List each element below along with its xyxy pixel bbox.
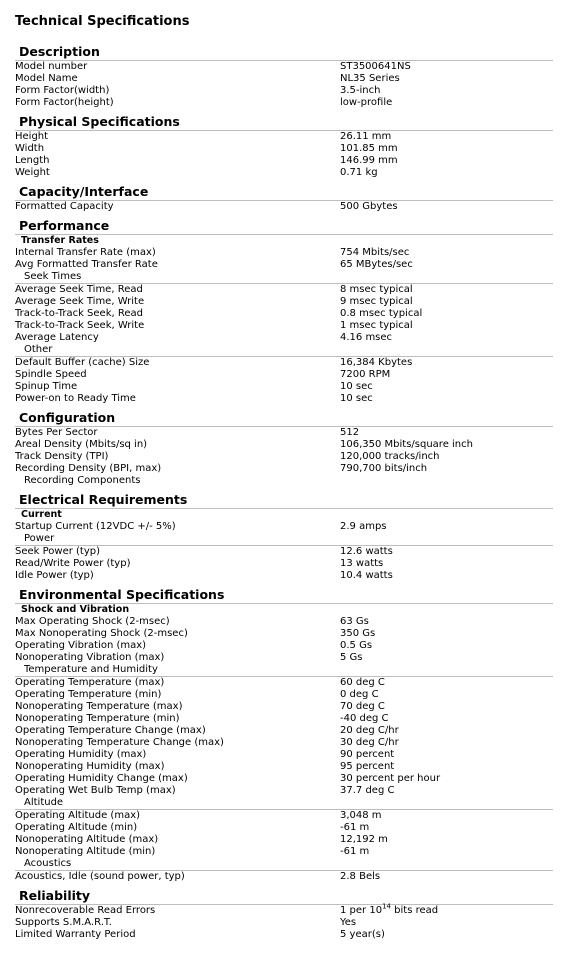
spec-value: -61 m — [340, 846, 370, 857]
spec-row — [15, 676, 553, 689]
spec-label: Form Factor(width) — [15, 85, 110, 96]
group-caption: Recording Components — [24, 475, 141, 486]
spec-section — [15, 411, 553, 487]
spec-row — [15, 834, 553, 846]
spec-row — [15, 917, 553, 929]
spec-row — [15, 201, 553, 213]
spec-value: 4.16 msec — [340, 332, 393, 343]
spec-row — [15, 689, 553, 701]
section-title: Physical Specifications — [15, 115, 553, 131]
spec-value: 63 Gs — [340, 616, 369, 627]
group-caption: Other — [24, 344, 53, 355]
spec-value: 16,384 Kbytes — [340, 357, 413, 368]
section-subtitle: Transfer Rates — [21, 235, 99, 246]
spec-row — [15, 463, 553, 475]
spec-sections — [15, 45, 553, 941]
spec-label: Track Density (TPI) — [15, 451, 109, 462]
spec-row — [15, 749, 553, 761]
spec-label: Width — [15, 143, 45, 154]
spec-label: Avg Formatted Transfer Rate — [15, 259, 158, 270]
spec-value: 9 msec typical — [340, 296, 413, 307]
spec-label: Length — [15, 155, 50, 166]
section-title: Capacity/Interface — [15, 185, 553, 201]
spec-label: Recording Density (BPI, max) — [15, 463, 162, 474]
section-title: Performance — [15, 219, 553, 235]
spec-label: Operating Humidity Change (max) — [15, 773, 188, 784]
spec-value: 1 msec typical — [340, 320, 413, 331]
spec-row — [15, 369, 553, 381]
spec-row — [15, 822, 553, 834]
spec-label: Spindle Speed — [15, 369, 87, 380]
spec-label: Max Nonoperating Shock (2-msec) — [15, 628, 188, 639]
spec-row — [15, 521, 553, 533]
spec-label: Spinup Time — [15, 381, 78, 392]
spec-value-text: 1 per 10 — [340, 905, 383, 916]
spec-label: Average Latency — [15, 332, 99, 343]
spec-row — [15, 545, 553, 558]
section-subtitle: Current — [21, 509, 62, 520]
spec-value — [340, 902, 553, 917]
spec-row — [15, 308, 553, 320]
spec-label: Formatted Capacity — [15, 201, 114, 212]
spec-label: Nonoperating Humidity (max) — [15, 761, 165, 772]
group-caption: Acoustics — [24, 858, 72, 869]
section-title: Configuration — [15, 411, 553, 427]
spec-label: Operating Altitude (max) — [15, 810, 141, 821]
spec-value: 70 deg C — [340, 701, 385, 712]
spec-label: Operating Wet Bulb Temp (max) — [15, 785, 176, 796]
spec-value: 13 watts — [340, 558, 384, 569]
spec-label: Power-on to Ready Time — [15, 393, 136, 404]
spec-value: 65 MBytes/sec — [340, 259, 413, 270]
spec-value: 12,192 m — [340, 834, 388, 845]
spec-section — [15, 493, 553, 582]
spec-value: 0 deg C — [340, 689, 379, 700]
spec-section — [15, 115, 553, 179]
spec-value: 30 percent per hour — [340, 773, 441, 784]
spec-row — [15, 846, 553, 858]
spec-row — [15, 761, 553, 773]
spec-label: Nonoperating Altitude (max) — [15, 834, 159, 845]
spec-value: 20 deg C/hr — [340, 725, 399, 736]
spec-value: 12.6 watts — [340, 546, 393, 557]
spec-value: 37.7 deg C — [340, 785, 395, 796]
spec-row — [15, 773, 553, 785]
spec-row — [15, 701, 553, 713]
group-caption: Altitude — [24, 797, 64, 808]
spec-row — [15, 381, 553, 393]
spec-value: 26.11 mm — [340, 131, 392, 142]
spec-row — [15, 570, 553, 582]
spec-value: -61 m — [340, 822, 370, 833]
spec-row — [15, 439, 553, 451]
group-caption: Temperature and Humidity — [24, 664, 158, 675]
spec-row — [15, 356, 553, 369]
spec-row — [15, 259, 553, 271]
spec-value: 7200 RPM — [340, 369, 391, 380]
section-subtitle: Shock and Vibration — [21, 604, 130, 615]
spec-value: 10 sec — [340, 393, 373, 404]
spec-value: 754 Mbits/sec — [340, 247, 410, 258]
spec-row — [15, 652, 553, 664]
spec-section — [15, 185, 553, 213]
spec-value: 5 year(s) — [340, 929, 385, 940]
spec-value: 5 Gs — [340, 652, 363, 663]
spec-value: 0.71 kg — [340, 167, 378, 178]
section-title: Description — [15, 45, 553, 61]
spec-value: Yes — [340, 917, 357, 928]
spec-label: Nonoperating Temperature (max) — [15, 701, 183, 712]
spec-row — [15, 737, 553, 749]
spec-value: -40 deg C — [340, 713, 389, 724]
spec-label: Default Buffer (cache) Size — [15, 357, 150, 368]
spec-value: 10.4 watts — [340, 570, 393, 581]
spec-label: Read/Write Power (typ) — [15, 558, 131, 569]
spec-row — [15, 85, 553, 97]
spec-label: Average Seek Time, Read — [15, 284, 143, 295]
spec-value: 146.99 mm — [340, 155, 398, 166]
spec-row — [15, 713, 553, 725]
spec-value: 60 deg C — [340, 677, 385, 688]
spec-row — [15, 167, 553, 179]
spec-label: Nonoperating Vibration (max) — [15, 652, 165, 663]
spec-label: Bytes Per Sector — [15, 427, 98, 438]
spec-label: Form Factor(height) — [15, 97, 114, 108]
spec-value: 0.8 msec typical — [340, 308, 423, 319]
spec-value-suffix: bits read — [390, 905, 439, 916]
spec-row — [15, 73, 553, 85]
spec-label: Supports S.M.A.R.T. — [15, 917, 112, 928]
spec-label: Max Operating Shock (2-msec) — [15, 616, 170, 627]
spec-value: 90 percent — [340, 749, 395, 760]
spec-label: Startup Current (12VDC +/- 5%) — [15, 521, 176, 532]
spec-section — [15, 889, 553, 941]
spec-label: Nonoperating Temperature Change (max) — [15, 737, 224, 748]
spec-label: Operating Humidity (max) — [15, 749, 147, 760]
spec-label: Model number — [15, 61, 88, 72]
spec-value: 10 sec — [340, 381, 373, 392]
spec-value: 0.5 Gs — [340, 640, 373, 651]
spec-value: 120,000 tracks/inch — [340, 451, 440, 462]
spec-row — [15, 785, 553, 797]
section-title: Electrical Requirements — [15, 493, 553, 509]
spec-section — [15, 219, 553, 405]
spec-value: 30 deg C/hr — [340, 737, 399, 748]
spec-label: Track-to-Track Seek, Write — [15, 320, 145, 331]
spec-value: 8 msec typical — [340, 284, 413, 295]
spec-value: 790,700 bits/inch — [340, 463, 428, 474]
spec-label: Seek Power (typ) — [15, 546, 101, 557]
spec-value: NL35 Series — [340, 73, 400, 84]
spec-label: Nonoperating Temperature (min) — [15, 713, 180, 724]
spec-row — [15, 283, 553, 296]
spec-label: Nonrecoverable Read Errors — [15, 905, 156, 916]
spec-section — [15, 588, 553, 883]
spec-value: 3.5-inch — [340, 85, 381, 96]
spec-label: Operating Altitude (min) — [15, 822, 138, 833]
spec-row — [15, 393, 553, 405]
exponent: 14 — [382, 902, 391, 911]
spec-label: Track-to-Track Seek, Read — [15, 308, 143, 319]
spec-row — [15, 320, 553, 332]
spec-row — [15, 143, 553, 155]
spec-label: Idle Power (typ) — [15, 570, 94, 581]
spec-value: 95 percent — [340, 761, 395, 772]
spec-row — [15, 725, 553, 737]
spec-row — [15, 870, 553, 883]
spec-row — [15, 155, 553, 167]
spec-row — [15, 451, 553, 463]
spec-row — [15, 640, 553, 652]
spec-value: 350 Gs — [340, 628, 376, 639]
section-title: Reliability — [15, 889, 553, 905]
group-caption: Seek Times — [24, 271, 82, 282]
spec-label: Model Name — [15, 73, 78, 84]
spec-label: Average Seek Time, Write — [15, 296, 145, 307]
spec-row — [15, 247, 553, 259]
spec-label: Nonoperating Altitude (min) — [15, 846, 156, 857]
spec-value: 106,350 Mbits/square inch — [340, 439, 473, 450]
spec-label: Acoustics, Idle (sound power, typ) — [15, 871, 185, 882]
spec-row — [15, 97, 553, 109]
spec-value: low-profile — [340, 97, 393, 108]
section-title: Environmental Specifications — [15, 588, 553, 604]
spec-label: Operating Temperature Change (max) — [15, 725, 206, 736]
spec-row — [15, 427, 553, 439]
spec-row — [15, 61, 553, 73]
spec-row — [15, 296, 553, 308]
spec-value: 512 — [340, 427, 360, 438]
spec-label: Areal Density (Mbits/sq in) — [15, 439, 148, 450]
spec-value: 2.8 Bels — [340, 871, 381, 882]
group-caption: Power — [24, 533, 55, 544]
page-title: Technical Specifications — [15, 14, 190, 29]
spec-value: 2.9 amps — [340, 521, 387, 532]
spec-row — [15, 929, 553, 941]
spec-label: Operating Vibration (max) — [15, 640, 147, 651]
spec-label: Limited Warranty Period — [15, 929, 136, 940]
spec-label: Weight — [15, 167, 50, 178]
spec-value: 3,048 m — [340, 810, 382, 821]
spec-value: ST3500641NS — [340, 61, 411, 72]
spec-row — [15, 131, 553, 143]
spec-row — [15, 809, 553, 822]
spec-label: Operating Temperature (min) — [15, 689, 162, 700]
spec-row — [15, 628, 553, 640]
spec-row — [15, 902, 553, 917]
spec-value: 500 Gbytes — [340, 201, 398, 212]
spec-label: Operating Temperature (max) — [15, 677, 165, 688]
spec-row — [15, 558, 553, 570]
spec-label: Internal Transfer Rate (max) — [15, 247, 156, 258]
spec-row — [15, 332, 553, 344]
spec-value: 101.85 mm — [340, 143, 398, 154]
spec-label: Height — [15, 131, 49, 142]
spec-section — [15, 45, 553, 109]
spec-row — [15, 616, 553, 628]
